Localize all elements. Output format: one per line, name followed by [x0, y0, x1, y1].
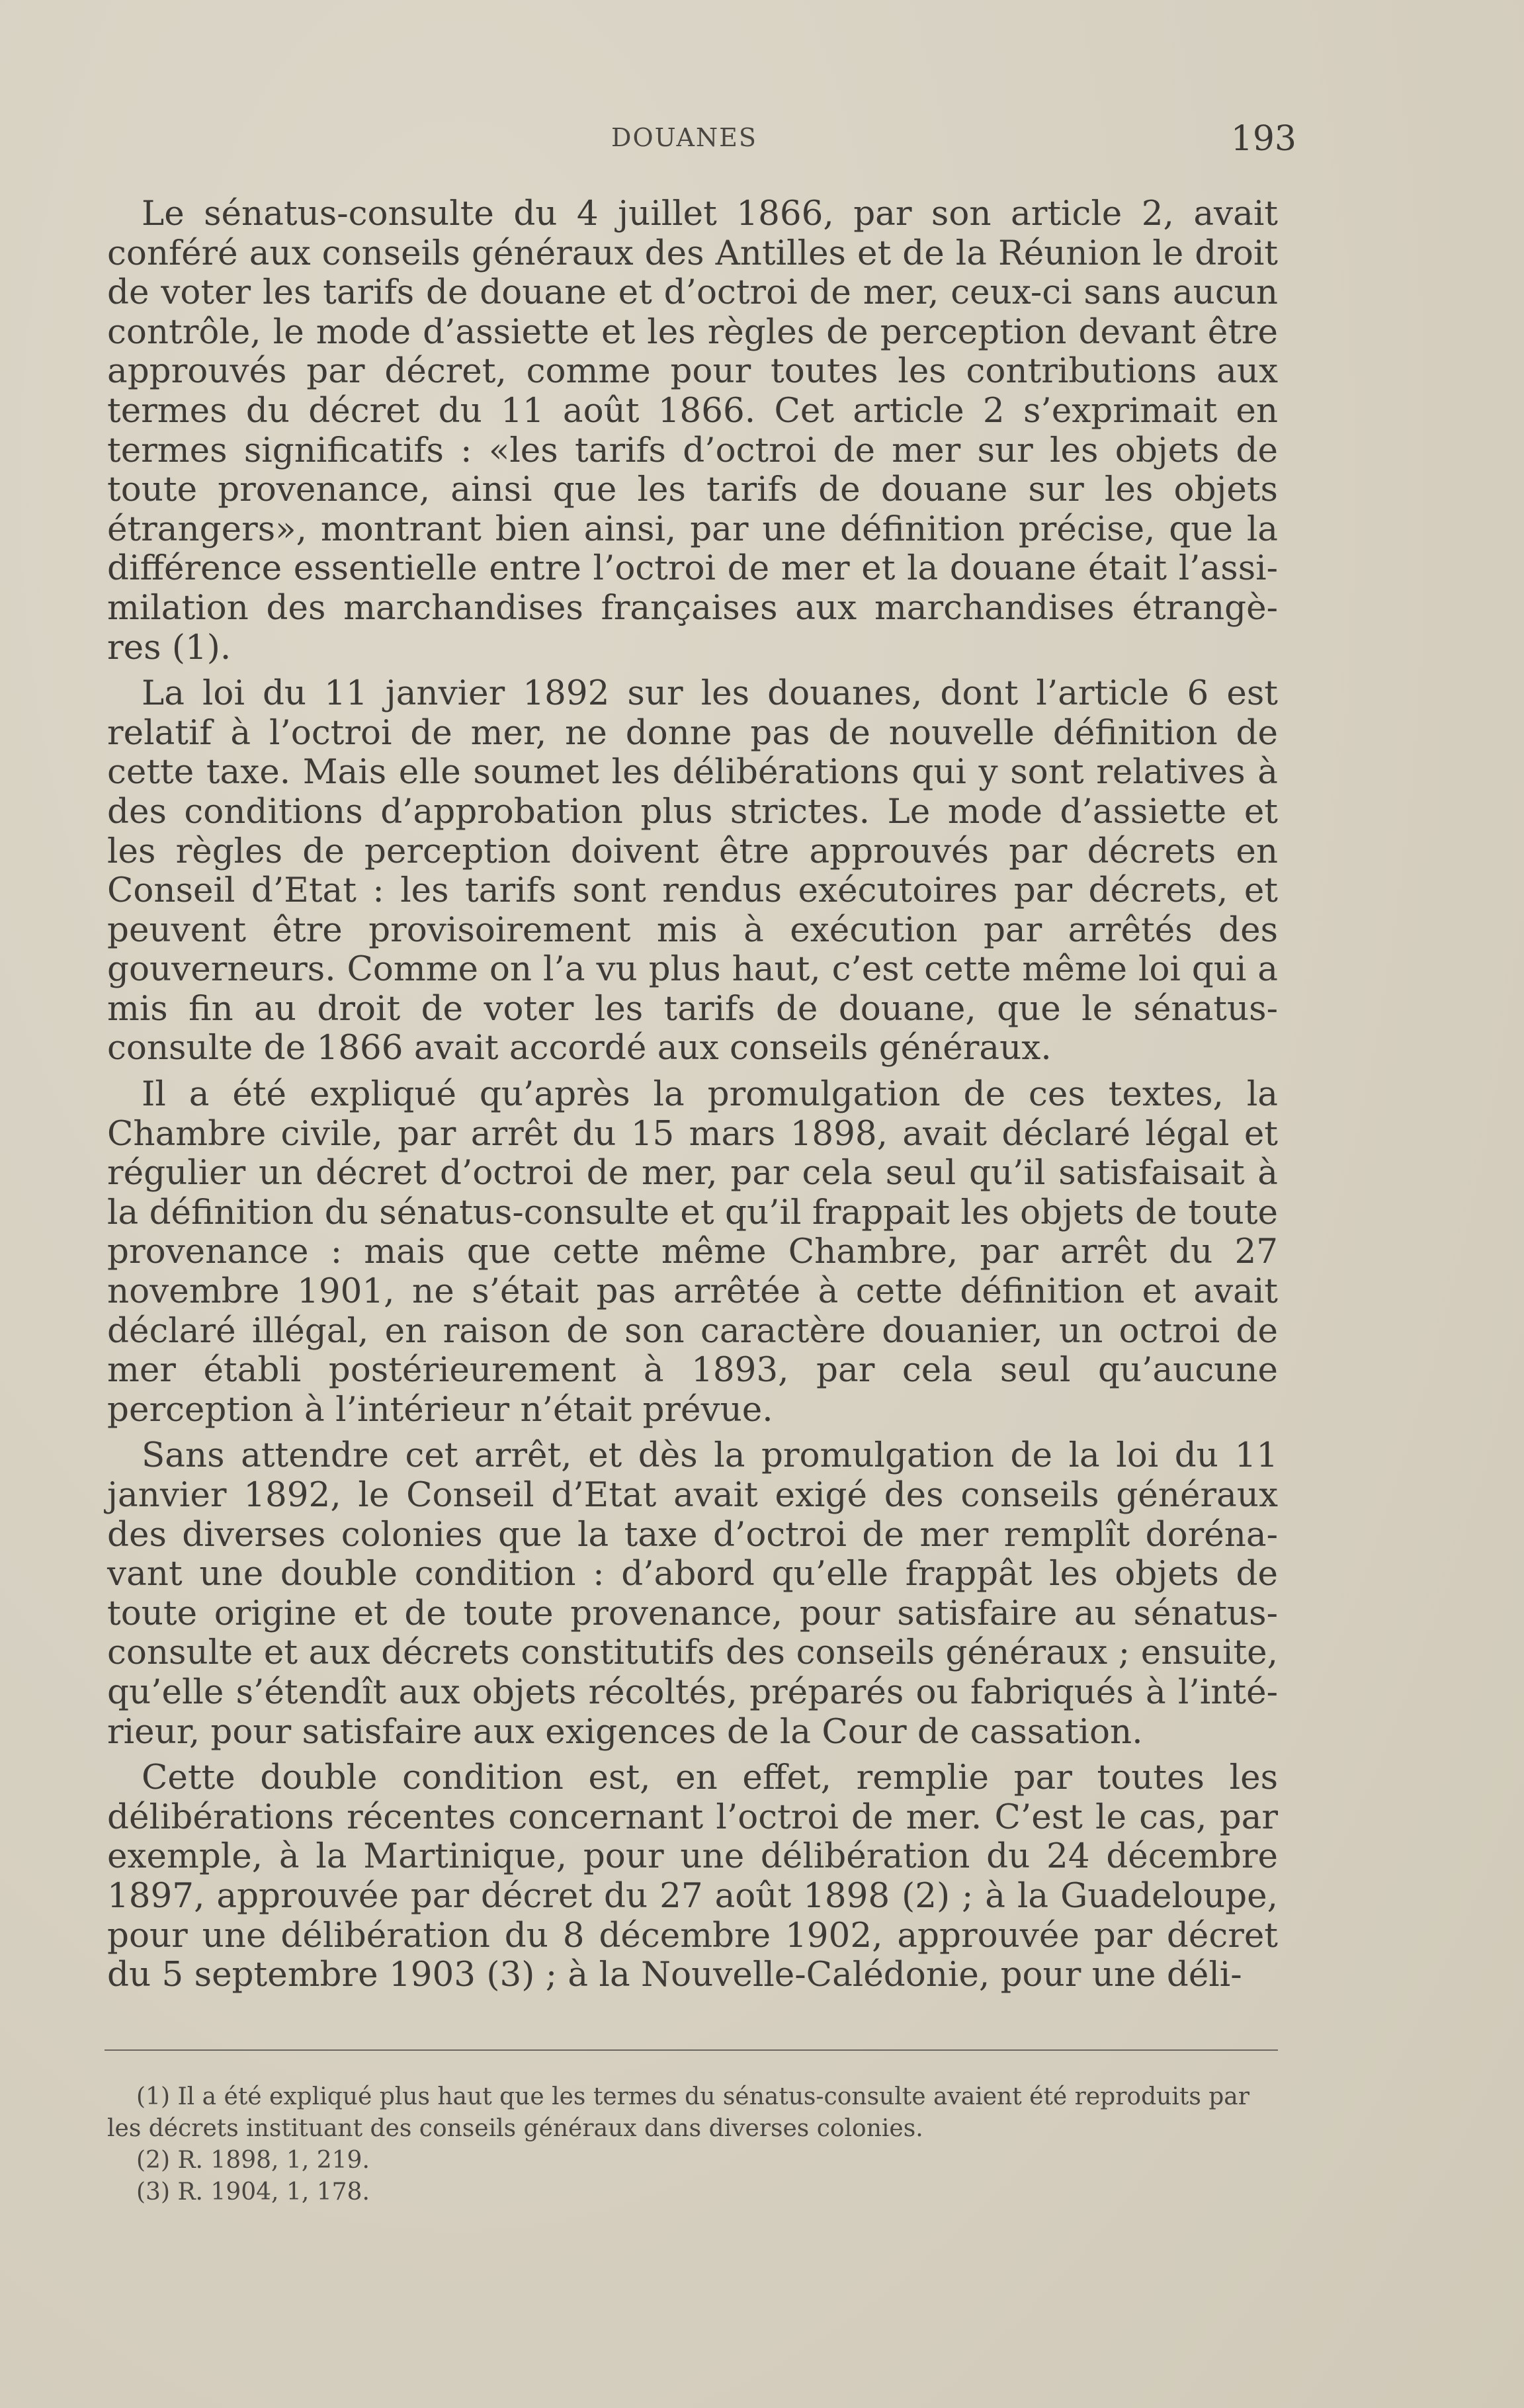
paragraph-1: Le sénatus-consulte du 4 juillet 1866, par son article 2, avait conféré aux conseils généraux des Antilles et de la Réunion le droit de voter les tarifs de douane et d’octroi de mer, ceux-ci sans aucun contrôle, le mode d’assiette et les règles de perception devant être approuvés par décret, comme pour toutes les contributions aux termes du décret du 11 août 1866. Cet article 2 s’exprimait en termes significatifs : «les tarifs d’octroi de mer sur les objets de toute provenance, ainsi que les tarifs de douane sur les objets étrangers», montrant bien ainsi, par une définition précise, que la différence essentielle entre l’octroi de mer et la douane était l’assimilation des marchandises françaises aux marchandises étrangères (1).	[107, 194, 1278, 667]
paragraph-5: Cette double condition est, en effet, remplie par toutes les délibérations récentes concernant l’octroi de mer. C’est le cas, par exemple, à la Martinique, pour une délibération du 24 décembre 1897, approuvée par décret du 27 août 1898 (2) ; à la Guadeloupe, pour une délibération du 8 décembre 1902, approuvée par décret du 5 septembre 1903 (3) ; à la Nouvelle-Calédonie, pour une déli-	[107, 1758, 1278, 1995]
footnote-3: (3) R. 1904, 1, 178.	[136, 2178, 370, 2206]
paragraph-3: Il a été expliqué qu’après la promulgation de ces textes, la Chambre civile, par arrêt du 15 mars 1898, avait déclaré légal et régulier un décret d’octroi de mer, par cela seul qu’il satisfaisait à la définition du sénatus-consulte et qu’il frappait les objets de toute provenance : mais que cette même Chambre, par arrêt du 27 novembre 1901, ne s’était pas arrêtée à cette définition et avait déclaré illégal, en raison de son caractère douanier, un octroi de mer établi postérieurement à 1893, par cela seul qu’aucune perception à l’intérieur n’était prévue.	[107, 1074, 1278, 1430]
footnote-divider	[105, 2049, 1278, 2051]
page-number: 193	[1230, 119, 1296, 159]
footnotes	[107, 2081, 1278, 2208]
paragraph-2: La loi du 11 janvier 1892 sur les douanes, dont l’article 6 est relatif à l’octroi de mer, ne donne pas de nouvelle définition de cette taxe. Mais elle soumet les délibérations qui y sont relatives à des conditions d’approbation plus strictes. Le mode d’assiette et les règles de perception doivent être approuvés par décrets en Conseil d’Etat : les tarifs sont rendus exécutoires par décrets, et peuvent être provisoirement mis à exécution par arrêtés des gouverneurs. Comme on l’a vu plus haut, c’est cette même loi qui a mis fin au droit de voter les tarifs de douane, que le sénatus-consulte de 1866 avait accordé aux conseils généraux.	[107, 673, 1278, 1068]
paragraph-4: Sans attendre cet arrêt, et dès la promulgation de la loi du 11 janvier 1892, le Conseil d’Etat avait exigé des conseils généraux des diverses colonies que la taxe d’octroi de mer remplît dorénavant une double condition : d’abord qu’elle frappât les objets de toute origine et de toute provenance, pour satisfaire au sénatus-consulte et aux décrets constitutifs des conseils généraux ; ensuite, qu’elle s’étendît aux objets récoltés, préparés ou fabriqués à l’intérieur, pour satisfaire aux exigences de la Cour de cassation.	[107, 1436, 1278, 1752]
footnote-1: (1) Il a été expliqué plus haut que les termes du sénatus-consulte avaient été reproduits par les décrets instituant des conseils généraux dans diverses colonies.	[107, 2083, 1249, 2142]
running-head	[106, 119, 1296, 163]
footnote-2: (2) R. 1898, 1, 219.	[136, 2147, 370, 2174]
body-text	[107, 194, 1278, 1995]
running-title: DOUANES	[611, 123, 757, 152]
